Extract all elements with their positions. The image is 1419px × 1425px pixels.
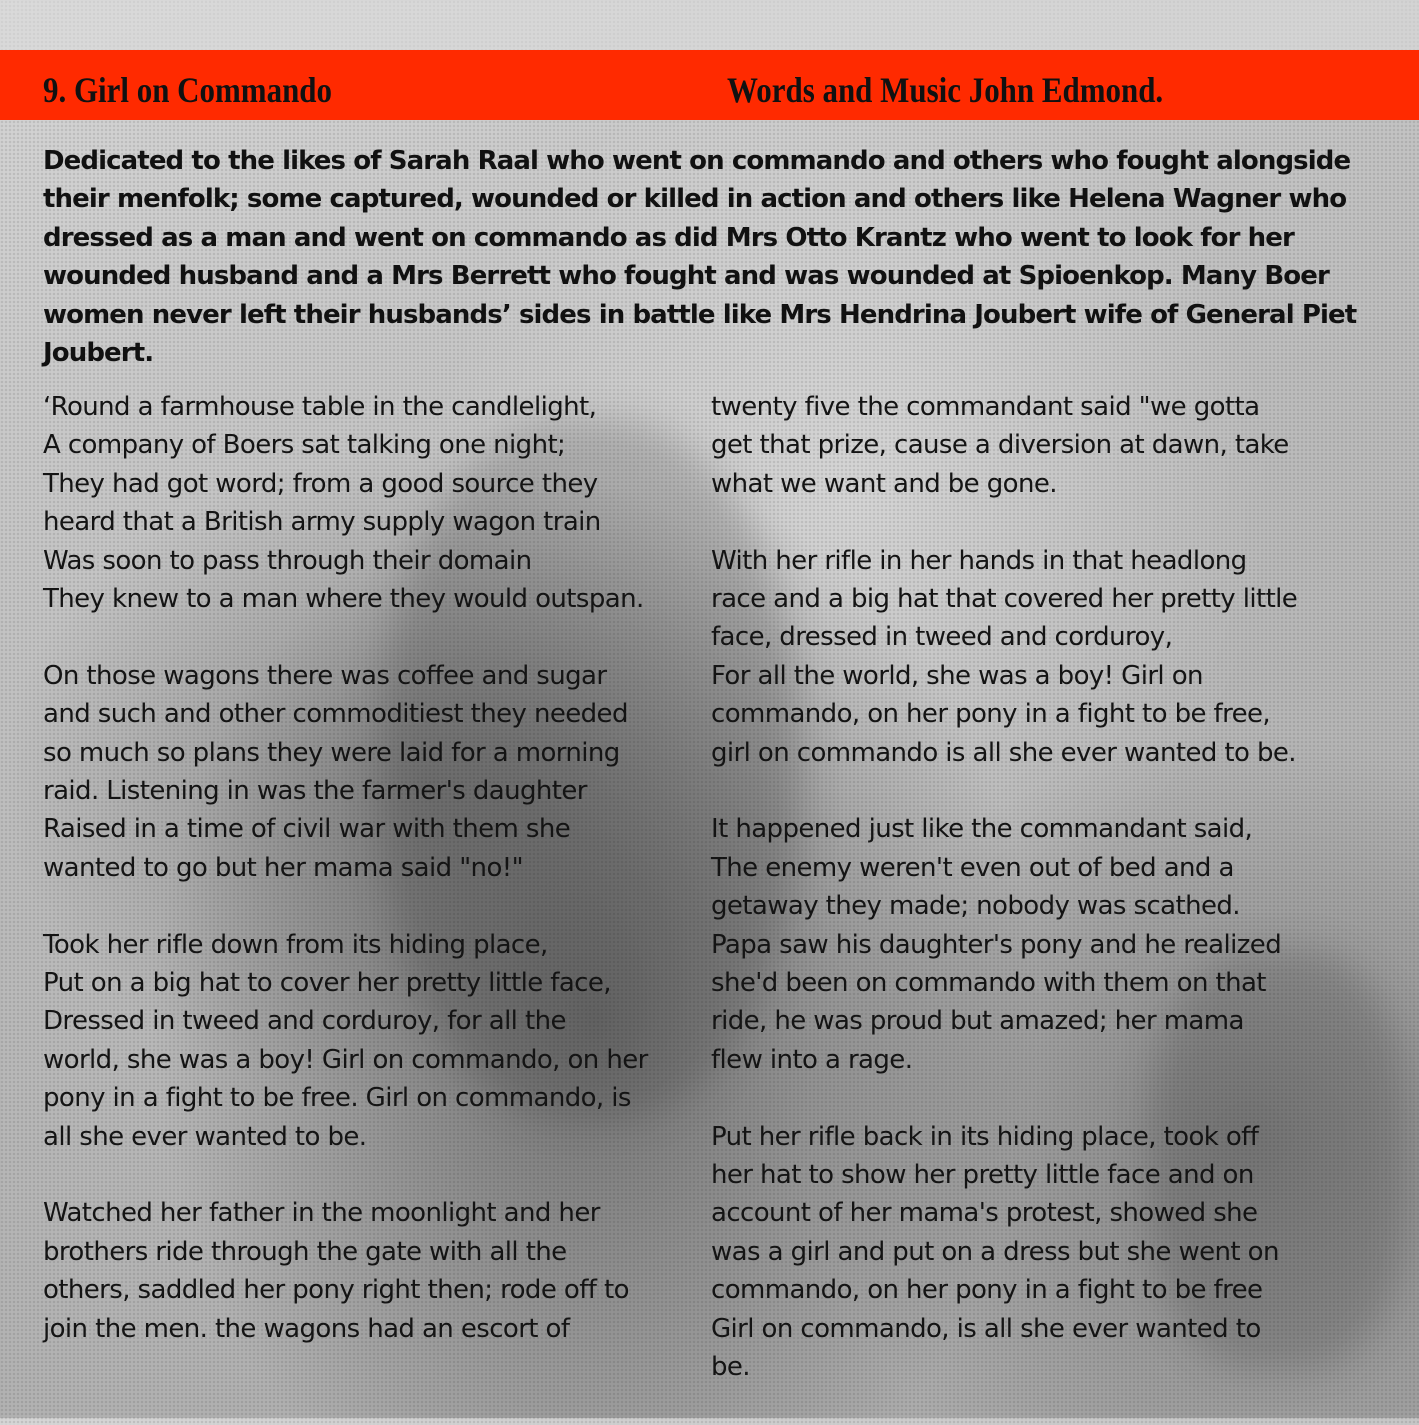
lyric-line: Put her rifle back in its hiding place, took off [711,1121,1259,1152]
lyric-line: twenty five the commandant said "we gotta [711,392,1260,422]
lyric-line: ride, he was proud but amazed; her mama [711,1006,1244,1037]
lyric-line: flew into a rage. [711,1044,913,1075]
lyric-line: Raised in a time of civil war with them she [43,814,571,845]
lyric-line: be. [711,1352,750,1383]
lyric-line: getaway they made; nobody was scathed. [711,891,1240,922]
lyric-line: was a girl and put on a dress but she went on [711,1236,1279,1267]
lyric-line: commando, on her pony in a fight to be free [711,1275,1263,1306]
lyric-line: Took her rifle down from its hiding place, [43,929,548,960]
lyric-line: she'd been on commando with them on that [711,968,1266,999]
lyrics-verse [711,388,1371,503]
lyric-line: all she ever wanted to be. [43,1121,367,1152]
lyric-line: brothers ride through the gate with all the [43,1236,567,1267]
lyric-line: A company of Boers sat talking one night; [43,430,566,461]
lyrics-verse [43,657,703,887]
lyric-line: her hat to show her pretty little face and on [711,1160,1254,1191]
lyric-line: They knew to a man where they would outspan. [43,584,644,615]
lyrics-column-right [711,388,1371,1425]
lyric-line: Girl on commando, is all she ever wanted to [711,1313,1261,1344]
lyric-line: race and a big hat that covered her pretty little [711,584,1298,615]
lyrics-column-left [43,388,703,1387]
lyric-line: ‘Round a farmhouse table in the candlelight, [43,392,597,422]
lyric-line: and such and other commoditiest they needed [43,699,628,730]
song-title: 9. Girl on Commando [43,70,332,110]
header-bar [0,50,1419,120]
lyric-line: heard that a British army supply wagon train [43,507,601,538]
lyric-line: The enemy weren't even out of bed and a [711,852,1234,883]
lyric-line: Dressed in tweed and corduroy, for all the [43,1006,566,1037]
lyric-line: girl on commando is all she ever wanted to be. [711,737,1296,768]
lyric-line: pony in a fight to be free. Girl on commando, is [43,1083,631,1114]
lyrics-verse [711,810,1371,1079]
lyrics-verse [43,926,703,1156]
song-credit: Words and Music John Edmond. [727,70,1164,110]
lyric-line: It happened just like the commandant said, [711,814,1253,845]
lyric-line: raid. Listening in was the farmer's daughter [43,776,587,807]
lyric-line: what we want and be gone. [711,468,1057,499]
lyric-line: wanted to go but her mama said "no!" [43,852,523,883]
lyric-line: account of her mama's protest, showed she [711,1198,1258,1229]
lyric-line: Watched her father in the moonlight and her [43,1198,600,1229]
lyric-line: world, she was a boy! Girl on commando, on her [43,1044,648,1075]
lyrics-verse [711,1118,1371,1387]
lyric-line: Put on a big hat to cover her pretty little face, [43,968,611,999]
lyric-line: They had got word; from a good source they [43,468,598,499]
lyrics-verse [43,1194,703,1348]
lyric-line: join the men. the wagons had an escort of [43,1313,570,1344]
top-strip [0,0,1419,50]
lyric-line: With her rifle in her hands in that headlong [711,545,1247,576]
lyric-line: get that prize, cause a diversion at dawn, take [711,430,1289,461]
lyrics-verse [43,388,703,618]
lyric-line: On those wagons there was coffee and sugar [43,660,607,691]
dedication-text: Dedicated to the likes of Sarah Raal who went on commando and others who fought alongside their menfolk; some captured, wounded or killed in action and others like Helena Wagner who dressed as a man and went on commando as did Mrs Otto Krantz who went to look for her wounded husband and a Mrs Berrett who fought and was wounded at Spioenkop. Many Boer women never left their husbands’ sides in battle like Mrs Hendrina Joubert wife of General Piet Joubert. [43,146,1357,369]
lyric-line: commando, on her pony in a fight to be free, [711,699,1271,730]
lyrics-verse [711,542,1371,772]
lyric-line: so much so plans they were laid for a morning [43,737,620,768]
lyric-line: others, saddled her pony right then; rode off to [43,1275,629,1306]
lyric-line: For all the world, she was a boy! Girl on [711,660,1203,691]
lyric-line: face, dressed in tweed and corduroy, [711,622,1173,653]
lyric-line: Was soon to pass through their domain [43,545,532,576]
lyric-line: Papa saw his daughter's pony and he realized [711,929,1282,960]
